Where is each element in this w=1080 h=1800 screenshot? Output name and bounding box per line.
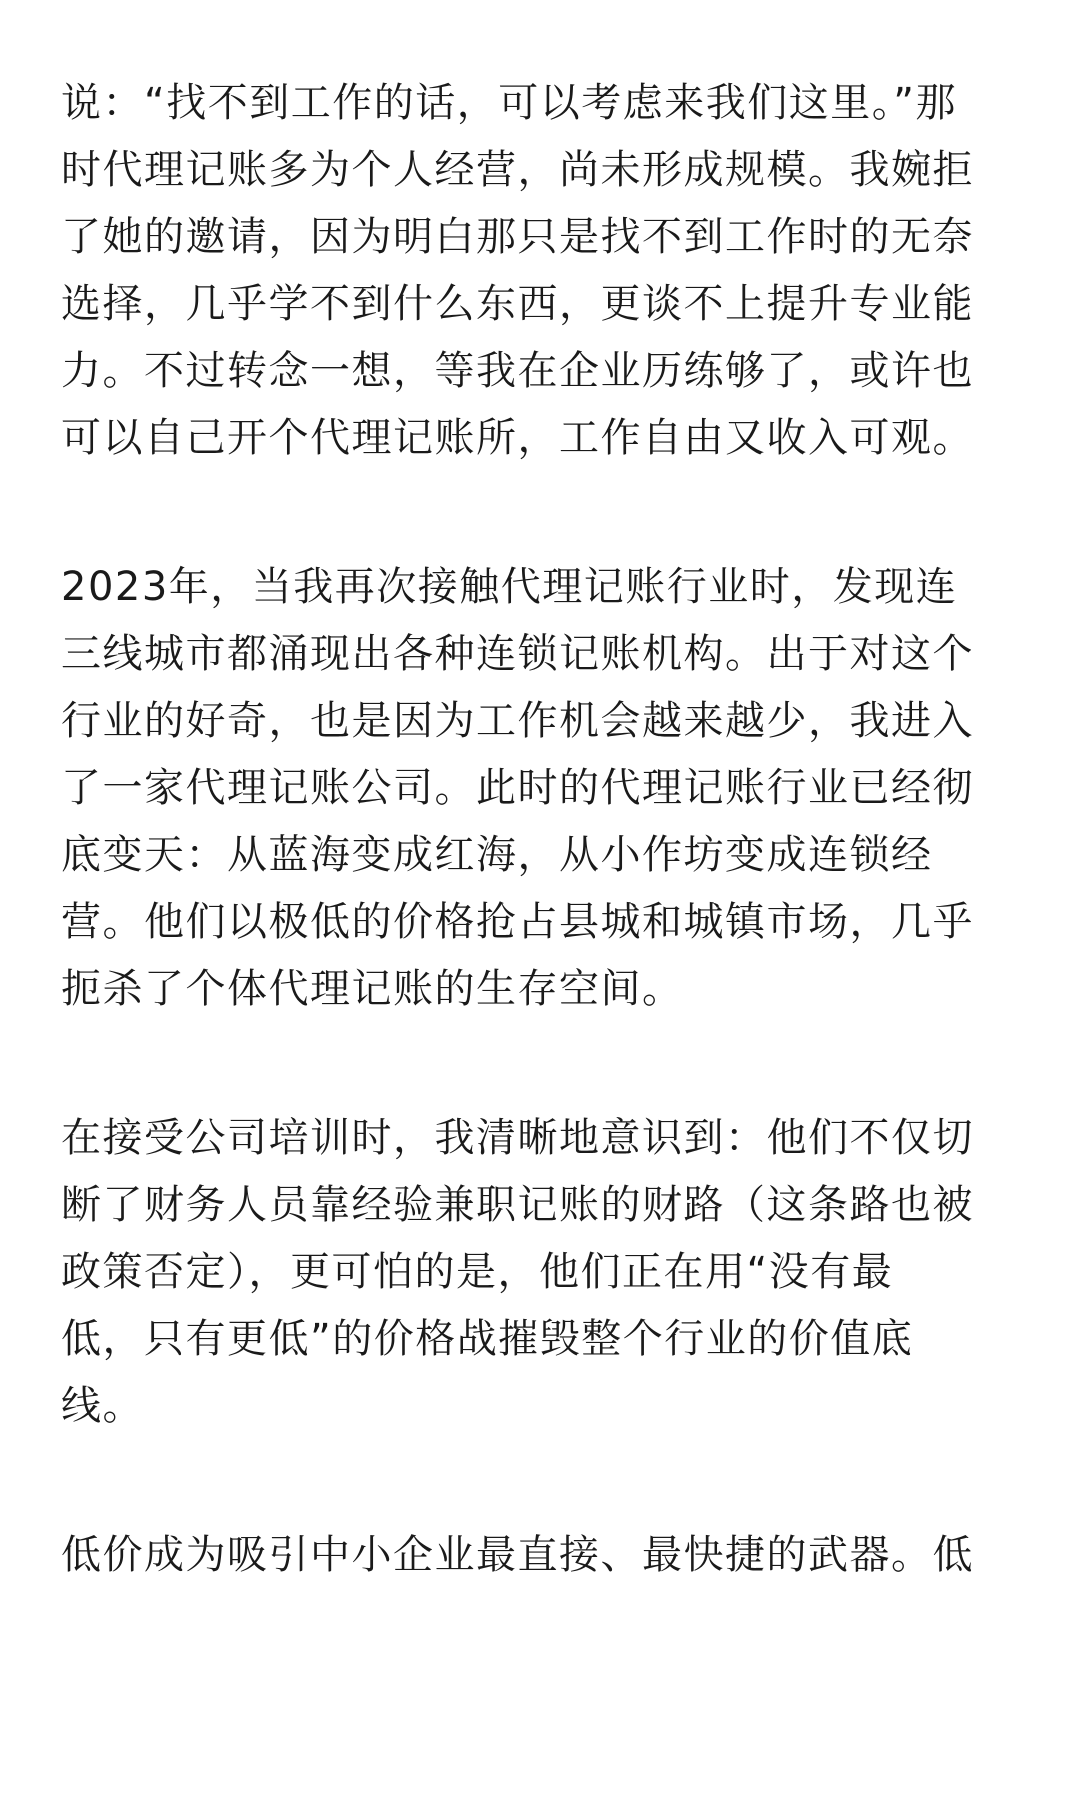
paragraph-2 xyxy=(61,554,1031,1023)
text-line: 说：“找不到工作的话，可以考虑来我们这里。”那 xyxy=(61,80,957,126)
text-line: 政策否定），更可怕的是，他们正在用“没有最 xyxy=(61,1249,894,1295)
text-line: 在接受公司培训时，我清晰地意识到：他们不仅切 xyxy=(61,1115,974,1161)
text-line: 三线城市都涌现出各种连锁记账机构。出于对这个 xyxy=(61,631,974,677)
text-line: 线。 xyxy=(61,1383,144,1429)
text-line: 可以自己开个代理记账所，工作自由又收入可观。 xyxy=(61,415,974,461)
text-line: 了一家代理记账公司。此时的代理记账行业已经彻 xyxy=(61,765,974,811)
text-line: 低，只有更低”的价格战摧毁整个行业的价值底 xyxy=(61,1316,914,1362)
paragraph-1 xyxy=(61,70,1031,472)
text-line: 选择，几乎学不到什么东西，更谈不上提升专业能 xyxy=(61,281,974,327)
text-line: 低价成为吸引中小企业最直接、最快捷的武器。低 xyxy=(61,1532,974,1578)
text-line: 行业的好奇，也是因为工作机会越来越少，我进入 xyxy=(61,698,974,744)
text-line: 断了财务人员靠经验兼职记账的财路（这条路也被 xyxy=(61,1182,974,1228)
article-body xyxy=(61,70,1031,1671)
text-line: 2023年，当我再次接触代理记账行业时，发现连 xyxy=(61,564,958,610)
text-line: 扼杀了个体代理记账的生存空间。 xyxy=(61,966,684,1012)
text-line: 时代理记账多为个人经营，尚未形成规模。我婉拒 xyxy=(61,147,974,193)
text-line: 营。他们以极低的价格抢占县城和城镇市场，几乎 xyxy=(61,899,974,945)
text-line: 了她的邀请，因为明白那只是找不到工作时的无奈 xyxy=(61,214,974,260)
paragraph-4 xyxy=(61,1522,1031,1589)
paragraph-3 xyxy=(61,1105,1031,1440)
text-line: 底变天：从蓝海变成红海，从小作坊变成连锁经 xyxy=(61,832,933,878)
text-line: 力。不过转念一想，等我在企业历练够了，或许也 xyxy=(61,348,974,394)
